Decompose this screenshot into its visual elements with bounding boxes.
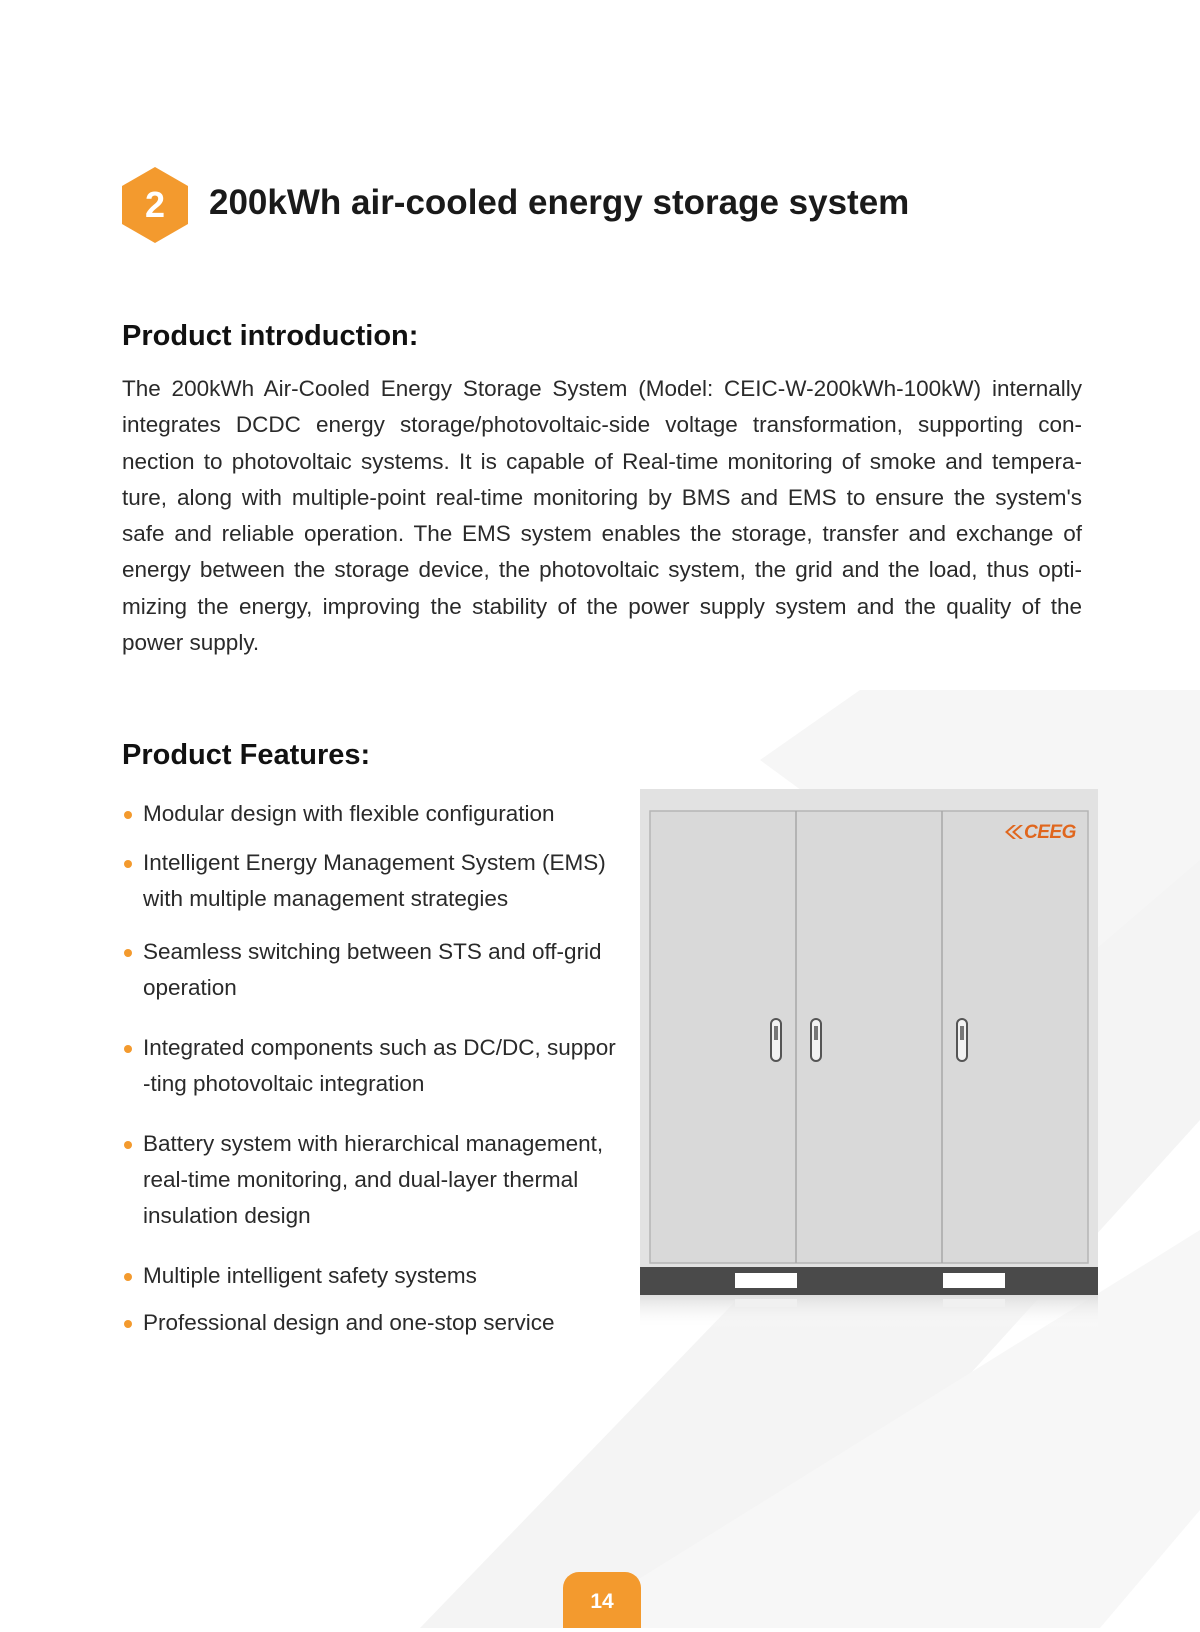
bullet-icon — [124, 1273, 132, 1281]
feature-item: Seamless switching between STS and off-grid operation — [122, 934, 633, 1006]
section-number-badge — [122, 167, 188, 243]
section-number: 2 — [144, 184, 166, 225]
introduction-heading: Product introduction: — [122, 320, 419, 352]
feature-item: Modular design with flexible configuration — [122, 796, 633, 832]
bullet-icon — [124, 811, 132, 819]
features-heading: Product Features: — [122, 739, 371, 771]
introduction-body: The 200kWh Air-Cooled Energy Storage System (Model: CEIC-W-200kWh-100kW) internally integrates DCDC energy storage/photovoltaic-side voltage transformation, supporting con-nection to photovoltaic systems. It is capable of Real-time monitoring of smoke and tempera-ture, along with multiple-point real-time monitoring by BMS and EMS to ensure the system's safe and reliable operation. The EMS system enables the storage, transfer and exchange of energy between the storage device, the photovoltaic system, the grid and the load, thus opti-mizing the energy, improving the stability of the power supply system and the quality of the power supply. — [122, 376, 1082, 656]
bullet-icon — [124, 949, 132, 957]
bullet-icon — [124, 860, 132, 868]
feature-item: Integrated components such as DC/DC, suppor -ting photovoltaic integration — [122, 1030, 633, 1102]
bullet-icon — [124, 1320, 132, 1328]
page-number: 14 — [590, 1590, 614, 1613]
page-number-tab — [563, 1572, 641, 1628]
bullet-icon — [124, 1141, 132, 1149]
feature-item: Professional design and one-stop service — [122, 1305, 633, 1341]
brand-logo: CEEG — [1024, 822, 1076, 843]
page-title: 200kWh air-cooled energy storage system — [209, 183, 910, 222]
product-image-cabinet — [640, 789, 1098, 1329]
feature-item: Intelligent Energy Management System (EMS) with multiple management strategies — [122, 845, 633, 917]
bullet-icon — [124, 1045, 132, 1053]
feature-item: Multiple intelligent safety systems — [122, 1258, 633, 1294]
feature-item: Battery system with hierarchical management, real-time monitoring, and dual-layer thermal insulation design — [122, 1126, 633, 1234]
